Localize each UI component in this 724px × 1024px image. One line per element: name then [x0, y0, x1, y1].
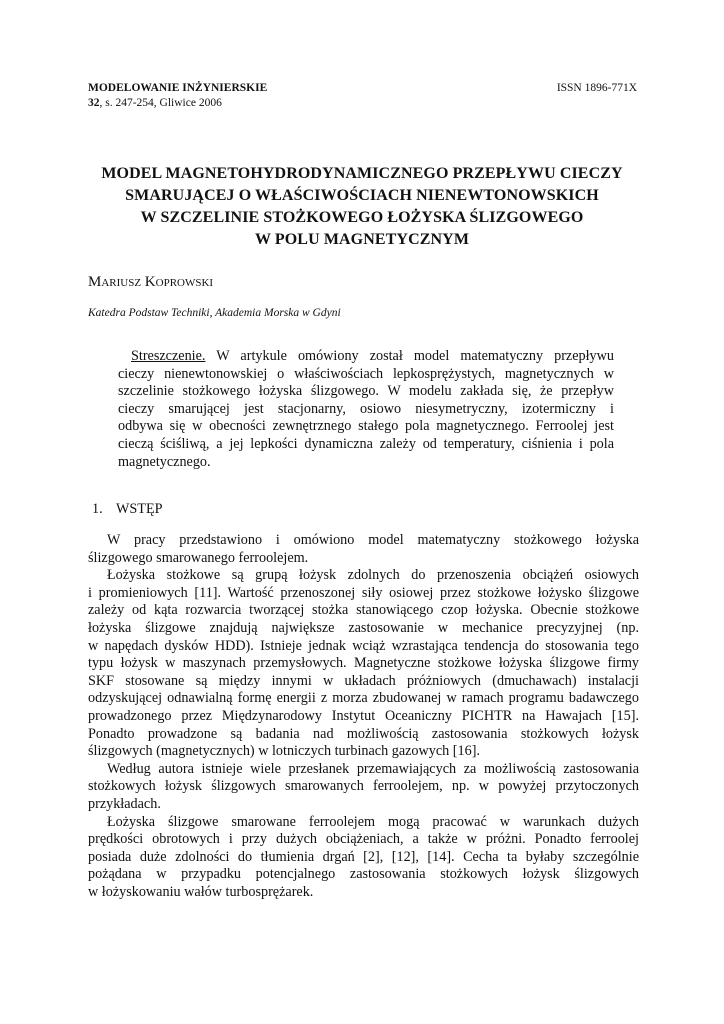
title-line: SMARUJĄCEJ O WŁAŚCIWOŚCIACH NIENEWTONOWSKICH — [125, 187, 599, 204]
body-line: typu łożysk w maszynach przemysłowych. Magnetyczne stożkowe łożyska ślizgowe firmy — [88, 655, 639, 672]
body-line: w napędach dysków HDD). Istnieje jednak wciąż wzrastająca tendencja do stosowania tego — [88, 637, 639, 654]
body-line: w łożyskowaniu wałów turbosprężarek. — [88, 883, 314, 900]
body-line: SKF stosowane są między innymi w układach próżniowych (dmuchawach) instalacji — [88, 672, 639, 689]
body-line: Ponadto prowadzone są badania nad możliwością zastosowania stożkowych łożysk — [88, 725, 639, 742]
journal-name: MODELOWANIE INŻYNIERSKIE — [88, 82, 268, 94]
section-number: 1. — [92, 501, 103, 517]
body-line: i promieniowych [11]. Wartość przenoszonej siły osiowej przez stożkowe łożysko ślizgowe — [88, 584, 639, 601]
body-line: Łożyska ślizgowe smarowane ferroolejem mogą pracować w warunkach dużych — [107, 813, 639, 830]
body-line: łożyska ślizgowe znajdują największe zastosowanie w mechanice precyzyjnej (np. — [88, 619, 639, 636]
journal-header — [88, 81, 267, 111]
body-line: zależy od kąta rozwarcia tworzącej stożka stanowiącego czop łożyska. Obecnie stożkowe — [88, 602, 639, 619]
abstract-line: cieczy smarującej jest stacjonarny, osiowo niesymetryczny, izotermiczny i — [118, 400, 614, 417]
issn: ISSN 1896-771X — [556, 82, 637, 94]
body-line: prowadzonego przez Międzynarodowy Instytut Oceaniczny PICHTR na Hawajach [15]. — [88, 707, 639, 724]
title-line: W POLU MAGNETYCZNYM — [254, 231, 470, 248]
body-line: ślizgowego smarowanego ferroolejem. — [88, 549, 309, 566]
title-line: MODEL MAGNETOHYDRODYNAMICZNEGO PRZEPŁYWU CIECZY — [101, 165, 623, 182]
body-line: Łożyska stożkowe są grupą łożysk zdolnych do przenoszenia obciążeń osiowych — [107, 567, 639, 584]
paper-title — [70, 163, 654, 251]
body-line: przykładach. — [88, 795, 161, 812]
abstract-label: Streszczenie. — [131, 348, 206, 364]
journal-volume: 32 — [88, 97, 100, 109]
body-line: Według autora istnieje wiele przesłanek przemawiających za możliwością zastosowania — [107, 760, 639, 777]
title-line: W SZCZELINIE STOŻKOWEGO ŁOŻYSKA ŚLIZGOWEGO — [140, 209, 584, 226]
section-title: WSTĘP — [116, 501, 163, 517]
body-line: stożkowych łożysk ślizgowych smarowanych ferroolejem, np. w powyżej przytoczonych — [88, 778, 639, 795]
body-line: odzyskującej odnawialną formę energii z morza zbudowanej w ramach programu badawczego — [88, 690, 639, 707]
body-text — [88, 532, 639, 901]
abstract-line: cieczą ściśliwą, a jej lepkości dynamiczna zależy od temperatury, ciśnienia i pola — [118, 435, 614, 452]
body-line: W pracy przedstawiono i omówiono model matematyczny stożkowego łożyska — [107, 532, 639, 548]
abstract-line: cieczy nienewtonowskiej o właściwościach lepkosprężystych, magnetycznych w — [118, 365, 614, 382]
body-line: prędkości obrotowych i przy dużych obciążeniach, a także w próżni. Ponadto ferroolej — [88, 831, 639, 848]
author-name: Mariusz Koprowski — [88, 274, 214, 290]
abstract-line: odbywa się w obecności zewnętrznego stałego pola magnetycznego. Ferroolej jest — [118, 418, 614, 435]
body-line: ślizgowych (magnetycznych) w lotniczych turbinach gazowych [16]. — [88, 743, 480, 760]
abstract-line: szczelinie stożkowego łożyska ślizgowego. W modelu zakłada się, że przepływ — [118, 383, 614, 400]
journal-issue — [88, 96, 267, 111]
body-line: pożądana w przypadku potencjalnego zastosowania stożkowych łożysk ślizgowych — [88, 866, 639, 883]
section-heading — [92, 500, 163, 518]
abstract — [118, 348, 614, 471]
author-affiliation: Katedra Podstaw Techniki, Akademia Morska w Gdyni — [88, 307, 341, 319]
abstract-line: Streszczenie. W artykule omówiony został model matematyczny przepływu — [131, 348, 614, 364]
journal-pages: , s. 247-254, Gliwice 2006 — [99, 97, 222, 109]
body-line: posiada duże zdolności do tłumienia drgań [2], [12], [14]. Cecha ta byłaby szczególnie — [88, 848, 639, 865]
abstract-line: magnetycznego. — [118, 453, 211, 470]
